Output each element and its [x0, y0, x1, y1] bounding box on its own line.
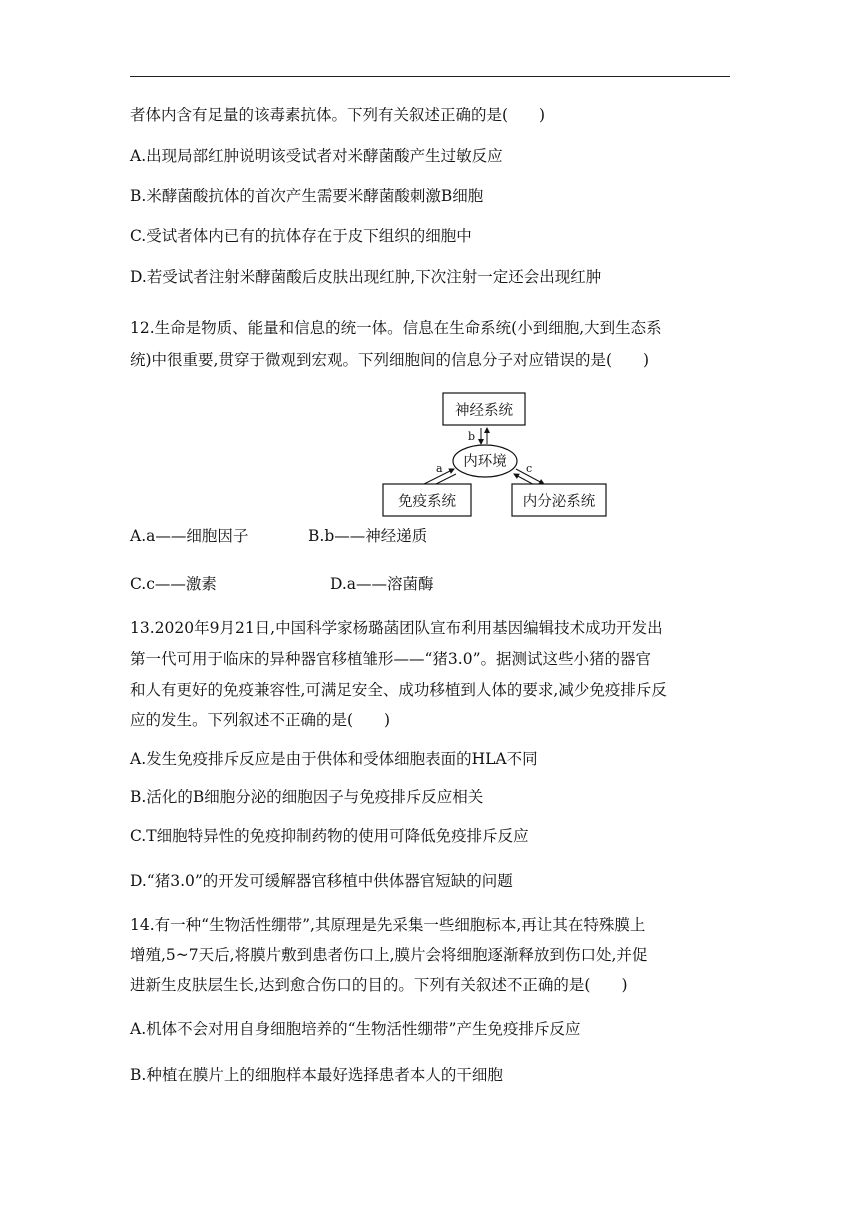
q13-option-a[interactable]: A.发生免疫排斥反应是由于供体和受体细胞表面的HLA不同: [130, 750, 538, 768]
q14-option-b[interactable]: B.种植在膜片上的细胞样本最好选择患者本人的干细胞: [130, 1066, 503, 1084]
q12-option-b[interactable]: B.b——神经递质: [308, 527, 428, 545]
q14-stem-line-3: 进新生皮肤层生长,达到愈合伤口的目的。下列有关叙述不正确的是( ): [130, 976, 628, 994]
q11-option-a[interactable]: A.出现局部红肿说明该受试者对米酵菌酸产生过敏反应: [130, 147, 503, 165]
q12-option-a[interactable]: A.a——细胞因子: [130, 527, 249, 545]
q12-diagram: [380, 390, 610, 520]
q13-option-b[interactable]: B.活化的B细胞分泌的细胞因子与免疫排斥反应相关: [130, 788, 484, 806]
header-rule: [130, 76, 730, 77]
q12-option-d[interactable]: D.a——溶菌酶: [330, 575, 434, 593]
q13-stem-line-2: 第一代可用于临床的异种器官移植雏形——“猪3.0”。据测试这些小猪的器官: [130, 650, 652, 668]
q13-option-c[interactable]: C.T细胞特异性的免疫抑制药物的使用可降低免疫排斥反应: [130, 827, 529, 845]
q11-option-d[interactable]: D.若受试者注射米酵菌酸后皮肤出现红肿,下次注射一定还会出现红肿: [130, 268, 602, 286]
q13-stem-line-3: 和人有更好的免疫兼容性,可满足安全、成功移植到人体的要求,减少免疫排斥反: [130, 681, 667, 699]
q12-option-c[interactable]: C.c——激素: [130, 575, 217, 593]
arrow-label-c: c: [526, 462, 533, 475]
q11-option-c[interactable]: C.受试者体内已有的抗体存在于皮下组织的细胞中: [130, 227, 472, 245]
ellipse-internal-environment-label: 内环境: [463, 454, 507, 470]
q12-stem-line-1: 12.生命是物质、能量和信息的统一体。信息在生命系统(小到细胞,大到生态系: [130, 319, 662, 337]
q14-stem-line-1: 14.有一种“生物活性绷带”,其原理是先采集一些细胞标本,再让其在特殊膜上: [130, 916, 646, 934]
box-endocrine-system-label: 内分泌系统: [522, 494, 596, 510]
q11-stem: 者体内含有足量的该毒素抗体。下列有关叙述正确的是( ): [130, 106, 546, 124]
arrow-label-a: a: [436, 462, 443, 475]
q14-stem-line-2: 增殖,5~7天后,将膜片敷到患者伤口上,膜片会将细胞逐渐释放到伤口处,并促: [130, 946, 648, 964]
q14-option-a[interactable]: A.机体不会对用自身细胞培养的“生物活性绷带”产生免疫排斥反应: [130, 1020, 581, 1038]
q11-option-b[interactable]: B.米酵菌酸抗体的首次产生需要米酵菌酸刺激B细胞: [130, 187, 484, 205]
q13-stem-line-1: 13.2020年9月21日,中国科学家杨璐菡团队宣布利用基因编辑技术成功开发出: [130, 619, 663, 637]
q13-option-d[interactable]: D.“猪3.0”的开发可缓解器官移植中供体器官短缺的问题: [130, 872, 513, 890]
box-immune-system-label: 免疫系统: [398, 494, 456, 510]
q13-stem-line-4: 应的发生。下列叙述不正确的是( ): [130, 711, 391, 729]
arrow-label-b: b: [468, 430, 476, 443]
box-nervous-system-label: 神经系统: [455, 403, 513, 419]
q12-stem-line-2: 统)中很重要,贯穿于微观到宏观。下列细胞间的信息分子对应错误的是( ): [130, 351, 650, 369]
